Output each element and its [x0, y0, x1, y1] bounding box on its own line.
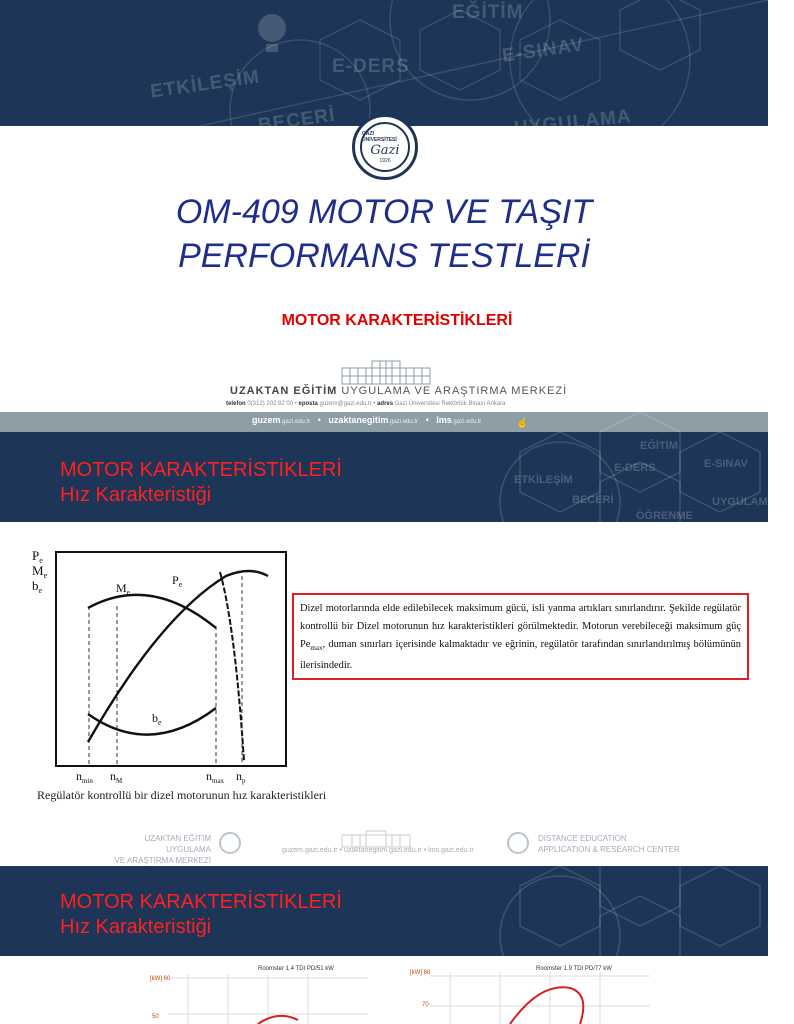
description-subscript: max — [310, 644, 323, 653]
svg-text:Pe: $P_e$ — [32, 548, 43, 565]
watermark-text: BECERİ — [572, 494, 614, 506]
description-tail: , duman sınırları içerisinde kalmaktadır ve eğrinin, regülatör tarafından sınırlandırılmış bölümünün ilerisindedir. — [300, 639, 741, 672]
phone-value: 0(312) 202 82 00 — [247, 401, 294, 407]
speed-characteristic-diagram — [30, 546, 292, 786]
seal-year: 1926 — [379, 157, 391, 164]
slide-footer — [0, 828, 768, 866]
university-seal — [352, 114, 418, 180]
y-label-pe: P — [32, 548, 40, 563]
contact-line: telefon 0(312) 202 82 00 • eposta guzem@gazi.edu.tr • adres Gazi Üniversitesi Rektörlük Binası Ankara — [226, 401, 506, 407]
x-label-nmin: $n_{min}$ — [76, 769, 93, 785]
footer-right-line2: APPLICATION & RESEARCH CENTER — [538, 845, 680, 854]
link-domain[interactable]: .gazi.edu.tr — [451, 419, 482, 425]
link-domain[interactable]: .gazi.edu.tr — [388, 419, 419, 425]
watermark-text: UYGULAMA — [712, 496, 776, 508]
footer-left-line2: VE ARAŞTIRMA MERKEZİ — [114, 856, 211, 865]
center-logo-icon — [507, 832, 529, 854]
watermark-text: EĞİTİM — [640, 440, 678, 452]
watermark-text: E-SINAV — [500, 34, 586, 67]
course-title-line2: PERFORMANS TESTLERİ — [178, 237, 590, 275]
link-list: guzem.gazi.edu.tr • uzaktanegitim.gazi.edu.tr • lms.gazi.edu.tr — [252, 415, 482, 425]
x-label-nm: $n_M$ — [110, 769, 123, 785]
figure-caption: Regülatör kontrollü bir dizel motorunun hız karakteristikleri — [37, 788, 327, 802]
chart-unit-right: [kW] 80 — [410, 970, 431, 976]
hand-cursor-icon: ☝ — [516, 418, 529, 429]
svg-text:be: $b_e$ — [32, 578, 43, 595]
chart-unit-left: [kW] 60 — [150, 976, 171, 982]
slide-title-line1: MOTOR KARAKTERİSTİKLERİ — [60, 891, 342, 913]
y-label-be: b — [32, 578, 39, 593]
footer-links[interactable]: guzem.gazi.edu.tr • uzaktanegitim.gazi.edu.tr • lms.gazi.edu.tr — [282, 847, 474, 854]
footer-left-line1: UZAKTAN EĞİTİM UYGULAMA — [144, 834, 211, 854]
footer-left — [106, 833, 211, 866]
curve-label-be: $b_e$ — [152, 711, 162, 727]
link-uzaktanegitim[interactable]: uzaktanegitim — [328, 415, 389, 425]
watermark-text: E-DERS — [614, 462, 656, 474]
chart-tick-left: 50 — [152, 1014, 159, 1020]
curve-label-pe: $P_e$ — [172, 573, 183, 589]
watermark-text: EĞİTİM — [452, 2, 524, 23]
course-title-line1: OM-409 MOTOR VE TAŞIT — [175, 193, 593, 231]
seal-name: GAZİ ÜNİVERSİTESİ — [362, 130, 397, 143]
center-logo-icon — [219, 832, 241, 854]
description-box — [292, 593, 749, 680]
slide-title-line2: Hız Karakteristiği — [60, 484, 212, 506]
content-slide — [0, 866, 768, 1024]
y-label-me: M — [32, 563, 44, 578]
slide-title-line1: MOTOR KARAKTERİSTİKLERİ — [60, 459, 342, 481]
title-slide — [0, 0, 768, 432]
slide-banner — [0, 432, 776, 522]
link-domain[interactable]: .gazi.edu.tr — [280, 419, 311, 425]
link-guzem[interactable]: guzem — [252, 415, 281, 425]
power-chart-left — [168, 974, 368, 1024]
email-value: guzem@gazi.edu.tr — [319, 401, 372, 407]
watermark-text: ETKİLEŞİM — [149, 66, 262, 103]
building-logo-icon — [340, 358, 432, 386]
description-text: Dizel motorlarında elde edilebilecek maksimum gücü, isli yanma artıkları sınırlandırır. Şekilde regülatör kontrollü bir Dizel motorunun hız karakteristikleri görülmektedir. Motorun verebileceği maksimum güç Pe — [300, 603, 741, 650]
x-label-nmax: $n_{max}$ — [206, 769, 225, 785]
chart-tick-right: 70 — [422, 1002, 429, 1008]
footer-right-line1: DISTANCE EDUCATION — [538, 834, 627, 843]
address-value: Gazi Üniversitesi Rektörlük Binası Ankara — [394, 401, 506, 407]
power-chart-right — [430, 972, 650, 1024]
center-name — [230, 385, 567, 397]
curve-label-me: $M_e$ — [116, 581, 131, 597]
center-name-bold: UZAKTAN EĞİTİM — [230, 385, 338, 397]
phone-label: telefon — [226, 401, 246, 407]
svg-text:Me: $M_e$ — [32, 563, 48, 580]
slide-title-line2: Hız Karakteristiği — [60, 916, 212, 938]
email-label: eposta — [298, 401, 318, 407]
watermark-text: E-DERS — [332, 56, 410, 77]
slide-title — [60, 458, 342, 508]
watermark-text: ETKİLEŞİM — [514, 474, 573, 486]
footer-right — [538, 833, 680, 855]
slide-title — [60, 890, 342, 940]
watermark-text: ÖĞRENME — [636, 510, 693, 522]
center-name-rest: UYGULAMA VE ARAŞTIRMA MERKEZİ — [341, 385, 568, 397]
link-lms[interactable]: lms — [436, 415, 452, 425]
slide-subtitle: MOTOR KARAKTERİSTİKLERİ — [281, 312, 513, 329]
watermark-text: BECERİ — [256, 104, 337, 137]
slide-banner — [0, 866, 768, 956]
chart-title-left: Roomster 1.4 TDI PD/51 kW — [258, 966, 334, 972]
course-title — [84, 190, 684, 278]
watermark-text: UYGULAMA — [513, 105, 633, 140]
seal-signature: Gazi — [370, 142, 400, 158]
x-label-np: $n_p$ — [236, 769, 246, 785]
address-label: adres — [377, 401, 394, 407]
watermark-text: E-SINAV — [704, 458, 748, 470]
chart-title-right: Roomster 1.9 TDI PD/77 kW — [536, 966, 612, 972]
content-slide — [0, 432, 776, 866]
